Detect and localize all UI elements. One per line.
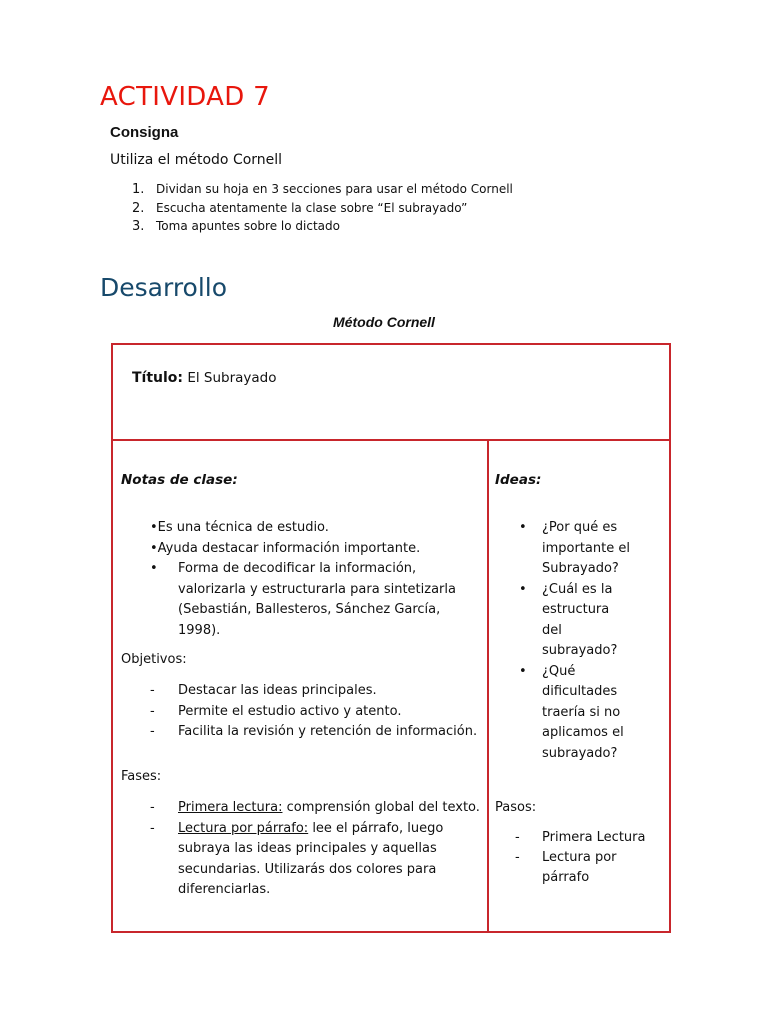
bullet-text: Ayuda destacar información importante. [157, 540, 421, 556]
bullet-dot: • [150, 520, 158, 535]
desarrollo-heading: Desarrollo [100, 273, 228, 302]
fase-text: subraya las ideas principales y aquellas [178, 841, 437, 856]
cornell-title [132, 370, 277, 386]
idea-text: Subrayado? [542, 561, 619, 576]
step-text: Escucha atentamente la clase sobre “El subrayado” [156, 200, 468, 215]
bullet-dot: • [519, 520, 527, 535]
bullet-text: Forma de decodificar la información, [178, 561, 417, 576]
bullet-dot: • [519, 581, 527, 597]
title-label: Título: [132, 370, 184, 386]
fase-text: secundarias. Utilizarás dos colores para [178, 861, 437, 877]
paso-item: párrafo [542, 870, 590, 885]
idea-text: estructura [542, 602, 610, 617]
idea-text: subrayado? [542, 643, 618, 658]
bullet-dot: • [150, 561, 158, 576]
objetivo-item: Permite el estudio activo y atento. [178, 703, 402, 719]
bullet-dot: • [150, 540, 158, 556]
activity-title: ACTIVIDAD 7 [100, 82, 270, 112]
step-number: 3. [132, 219, 145, 234]
step-number: 1. [132, 182, 145, 197]
consigna-steps [132, 180, 513, 236]
fase-term: Lectura por párrafo: [178, 820, 309, 836]
ideas-heading: Ideas: [495, 472, 542, 488]
dash-marker: - [150, 703, 155, 719]
bullet-text: valorizarla y estructurarla para sintetizarla [178, 581, 456, 597]
consigna-heading: Consigna [110, 124, 179, 141]
idea-text: ¿Por qué es [542, 520, 618, 535]
idea-text: dificultades [542, 684, 618, 699]
fase-description: comprensión global del texto. [282, 800, 480, 815]
list-item [150, 539, 420, 560]
bullet-text: (Sebastián, Ballesteros, Sánchez García, [178, 602, 441, 617]
fase-item [178, 798, 480, 819]
fase-term: Primera lectura: [178, 800, 283, 815]
step-item [132, 180, 513, 199]
dash-marker: - [150, 820, 155, 836]
paso-item: Lectura por [542, 850, 617, 865]
cornell-table [111, 343, 671, 933]
step-item [132, 217, 513, 236]
idea-text: ¿Qué [542, 663, 576, 679]
objetivo-item: Facilita la revisión y retención de información. [178, 724, 478, 739]
notes-column [113, 441, 487, 931]
dash-marker: - [150, 683, 155, 698]
fase-text: diferenciarlas. [178, 882, 271, 897]
objetivos-label: Objetivos: [121, 652, 187, 667]
idea-text: aplicamos el [542, 725, 624, 740]
cornell-caption: Método Cornell [333, 314, 435, 330]
bullet-text: Es una técnica de estudio. [157, 520, 329, 535]
fase-description: lee el párrafo, luego [308, 820, 444, 836]
paso-item: Primera Lectura [542, 830, 646, 845]
fase-item [178, 819, 443, 840]
dash-marker: - [150, 724, 155, 739]
consigna-subtitle: Utiliza el método Cornell [110, 152, 283, 168]
title-value: El Subrayado [187, 370, 277, 386]
step-text: Toma apuntes sobre lo dictado [156, 219, 340, 233]
idea-text: importante el [542, 540, 630, 556]
step-text: Dividan su hoja en 3 secciones para usar el método Cornell [156, 182, 513, 196]
step-number: 2. [132, 200, 145, 216]
idea-text: ¿Cuál es la [542, 581, 613, 597]
dash-marker: - [150, 800, 155, 815]
pasos-label: Pasos: [495, 800, 537, 815]
notes-heading: Notas de clase: [121, 472, 238, 488]
dash-marker: - [515, 850, 520, 865]
cornell-title-row [113, 345, 669, 441]
ideas-column [489, 441, 669, 931]
step-item [132, 199, 513, 218]
fases-label: Fases: [121, 769, 162, 784]
list-item [150, 518, 329, 539]
bullet-dot: • [519, 663, 527, 679]
bullet-text: 1998). [178, 622, 221, 638]
dash-marker: - [515, 830, 520, 845]
objetivo-item: Destacar las ideas principales. [178, 683, 377, 698]
idea-text: subrayado? [542, 745, 618, 761]
idea-text: traería si no [542, 704, 621, 720]
idea-text: del [542, 622, 562, 638]
